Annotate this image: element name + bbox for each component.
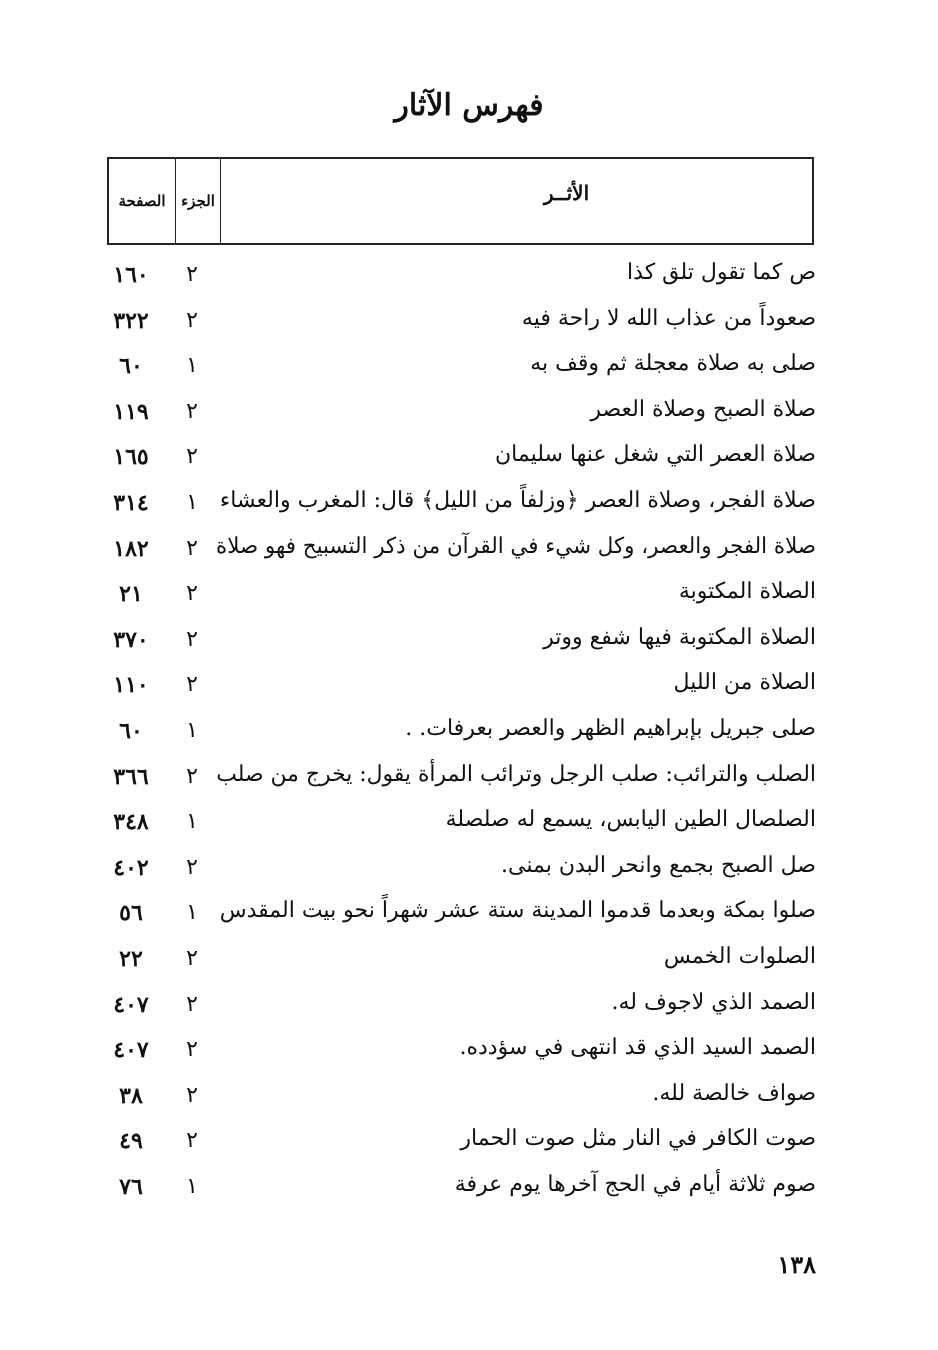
part-number: ١ — [186, 353, 198, 379]
athar-text: صل الصبح بجمع وانحر البدن بمنى. — [501, 852, 816, 878]
index-row — [0, 530, 938, 576]
part-number: ٢ — [186, 672, 198, 698]
page-reference: ٣٧٠ — [113, 626, 149, 653]
athar-text: الصمد السيد الذي قد انتهى في سؤدده. — [459, 1035, 816, 1061]
part-number: ١ — [186, 717, 198, 743]
athar-text: صلوا بمكة وبعدما قدموا المدينة ستة عشر شهراً نحو بيت المقدس — [219, 898, 816, 924]
index-row — [0, 894, 938, 940]
part-number: ١ — [186, 809, 198, 835]
header-page-column: الصفحة — [109, 159, 176, 243]
index-row — [0, 438, 938, 484]
page-reference: ١١٩ — [113, 398, 149, 425]
index-row — [0, 393, 938, 439]
athar-text: صوت الكافر في النار مثل صوت الحمار — [460, 1126, 816, 1152]
page-reference: ٣٢٢ — [113, 307, 149, 334]
index-row — [0, 712, 938, 758]
page-reference: ٣١٤ — [113, 489, 149, 516]
part-number: ٢ — [186, 581, 198, 607]
index-row — [0, 1168, 938, 1214]
athar-text: ص كما تقول تلق كذا — [627, 260, 816, 285]
part-number: ٢ — [186, 398, 198, 424]
page-number: ١٣٨ — [777, 1250, 816, 1279]
index-row — [0, 575, 938, 621]
athar-text: الصلاة المكتوبة فيها شفع ووتر — [543, 624, 816, 650]
part-number: ٢ — [186, 535, 198, 561]
page-reference: ٤٠٧ — [113, 991, 149, 1018]
athar-text: صلاة الصبح وصلاة العصر — [590, 396, 816, 422]
index-row — [0, 986, 938, 1032]
page-reference: ٥٦ — [119, 900, 143, 927]
index-row — [0, 1122, 938, 1168]
athar-text: صواف خالصة لله. — [652, 1080, 816, 1106]
part-number: ٢ — [186, 444, 198, 470]
page-reference: ٣٦٦ — [113, 763, 149, 790]
athar-text: صلاة الفجر، وصلاة العصر ﴿وزلفاً من الليل﴾ قال: المغرب والعشاء — [219, 487, 816, 513]
page-reference: ٣٨ — [119, 1082, 143, 1109]
index-row — [0, 256, 938, 302]
page-reference: ١٨٢ — [113, 535, 149, 562]
part-number: ٢ — [186, 262, 198, 287]
page-reference: ٢٢ — [119, 945, 143, 972]
index-row — [0, 302, 938, 348]
header-athar-label: الأثــر — [543, 181, 590, 205]
header-part-column: الجزء — [176, 159, 221, 243]
page-reference: ٣٤٨ — [113, 809, 149, 836]
part-number: ٢ — [186, 991, 198, 1017]
index-list — [0, 256, 938, 1213]
athar-text: الصلوات الخمس — [663, 943, 816, 969]
table-header — [107, 157, 814, 245]
index-row — [0, 1031, 938, 1077]
index-row — [0, 484, 938, 530]
athar-text: صلاة الفجر والعصر، وكل شيء في القرآن من ذكر التسبيح فهو صلاة — [216, 533, 817, 559]
part-number: ٢ — [186, 1128, 198, 1154]
athar-text: صعوداً من عذاب الله لا راحة فيه — [521, 305, 816, 331]
page-reference: ٦٠ — [119, 717, 143, 744]
page-reference: ٤٠٢ — [113, 854, 149, 881]
index-row — [0, 621, 938, 667]
part-number: ٢ — [186, 307, 198, 333]
athar-text: صوم ثلاثة أيام في الحج آخرها يوم عرفة — [454, 1171, 816, 1197]
athar-text: الصلب والترائب: صلب الرجل وترائب المرأة يقول: يخرج من صلب — [216, 761, 816, 787]
page-reference: ١١٠ — [113, 672, 149, 699]
page-reference: ٢١ — [119, 581, 143, 608]
part-number: ١ — [186, 1173, 198, 1199]
part-number: ٢ — [186, 1082, 198, 1108]
page-reference: ٧٦ — [119, 1173, 143, 1200]
index-row — [0, 849, 938, 895]
part-number: ١ — [186, 900, 198, 926]
page-reference: ٦٠ — [119, 353, 143, 380]
athar-text: الصلاة المكتوبة — [678, 579, 816, 605]
page-reference: ١٦٥ — [113, 444, 149, 471]
index-row — [0, 1077, 938, 1123]
index-row — [0, 347, 938, 393]
athar-text: صلى جبريل بإبراهيم الظهر والعصر بعرفات. . — [405, 715, 816, 741]
index-row — [0, 940, 938, 986]
part-number: ٢ — [186, 854, 198, 880]
athar-text: صلاة العصر التي شغل عنها سليمان — [495, 442, 816, 468]
part-number: ٢ — [186, 945, 198, 971]
part-number: ٢ — [186, 626, 198, 652]
athar-text: الصمد الذي لاجوف له. — [611, 989, 816, 1015]
athar-text: صلى به صلاة معجلة ثم وقف به — [530, 351, 816, 377]
header-athar-column — [221, 159, 812, 243]
page-reference: ١٦٠ — [113, 262, 149, 288]
index-row — [0, 758, 938, 804]
page-title: فهرس الآثار — [394, 88, 544, 123]
part-number: ١ — [186, 489, 198, 515]
part-number: ٢ — [186, 1037, 198, 1063]
page-reference: ٤٩ — [119, 1128, 143, 1155]
part-number: ٢ — [186, 763, 198, 789]
index-row — [0, 666, 938, 712]
page-reference: ٤٠٧ — [113, 1037, 149, 1064]
index-row — [0, 803, 938, 849]
athar-text: الصلاة من الليل — [673, 670, 816, 696]
athar-text: الصلصال الطين اليابس، يسمع له صلصلة — [445, 807, 816, 833]
